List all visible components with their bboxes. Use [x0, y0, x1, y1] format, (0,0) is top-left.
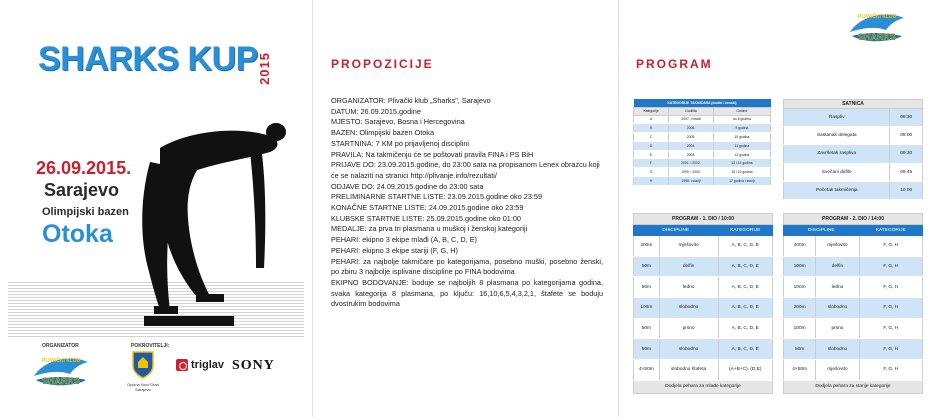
table-row [634, 318, 773, 339]
table-cell: Početak takmičenja [784, 181, 890, 199]
column-header: DISCIPLINE [784, 225, 860, 236]
prop-line: PRIJAVE DO: 23.09.2015.godine, do 23:00 sata na propisanom Lenex obrazcu koji će se nalaziti na stranici http://plivanje.info/rezultati/ [331, 160, 600, 180]
event-date: 26.09.2015. [36, 158, 132, 178]
program-heading: PROGRAM [636, 57, 713, 71]
table-cell: 100m [784, 318, 816, 339]
prop-line: PRAVILA: Na takmičenju će se poštovati pravila FINA i PS BiH [331, 149, 534, 159]
kategorije-table [633, 99, 771, 186]
table-cell: F, G, H [859, 298, 922, 319]
table-cell: mješovito [816, 236, 859, 257]
svg-text:SHARKS: SHARKS [857, 32, 897, 42]
table-cell: 200m [634, 236, 660, 257]
table-cell: Sastanak delegata [784, 127, 890, 145]
table-cell: 2001. i 2002. [669, 159, 714, 168]
table-row [634, 298, 773, 319]
table-cell: 1998. i stariji [669, 177, 714, 186]
table-cell: 10:00 [890, 181, 923, 199]
table-cell: 4×50m [784, 360, 816, 381]
table-cell: B [634, 124, 669, 133]
prop-line: ODJAVE DO: 24.09.2015.godine do 23:00 sata [331, 181, 484, 191]
table-cell: F, G, H [859, 277, 922, 298]
column-header: DISCIPLINE [634, 225, 719, 236]
column-header: Godine [713, 107, 770, 115]
prop-line: KLUBSKE STARTNE LISTE: 25.09.2015.godine oko 01:00 [331, 213, 521, 223]
table-row [634, 360, 773, 381]
table-row [634, 115, 771, 124]
table-cell: 400m [784, 236, 816, 257]
prop-line: PEHARI: za najbolje takmičare po kategorijama, posebno muški, posebno ženski, po zbiru 3 najbolje isplivane discipline po FINA bodovima [331, 256, 603, 277]
table-row [634, 177, 771, 186]
table-cell: 09:30 [890, 145, 923, 163]
prop-line: MJESTO: Sarajevo, Bosna i Hercegovina [331, 117, 465, 127]
table-cell: 15 i 16 godina [713, 168, 770, 177]
table-cell: 17 godina i stariji [713, 177, 770, 186]
table-cell: C [634, 133, 669, 142]
event-title: SHARKS KUP [38, 40, 258, 78]
table-cell: A, B, C, D, E [718, 277, 772, 298]
triglav-wordmark: triglav [191, 359, 225, 371]
table-row [634, 277, 773, 298]
sony-logo: SONY [232, 358, 275, 373]
table-cell: leđno [816, 277, 859, 298]
table-row [784, 318, 923, 339]
table-cell: F [634, 159, 669, 168]
table-cell: 9 godina [713, 124, 770, 133]
column-header: Godišta [669, 107, 714, 115]
table-row [784, 163, 923, 181]
table-row [634, 150, 771, 159]
svg-text:PLIVAČKI KLUB: PLIVAČKI KLUB [41, 358, 81, 364]
table-cell: 09:45 [890, 163, 923, 181]
program-part2-table [783, 213, 923, 394]
table-cell: Raspliv [784, 109, 890, 127]
table-cell: F, G, H [859, 256, 922, 277]
municipality-name: Općina Novi Grad Sarajevo [127, 382, 159, 392]
table-cell: 2005. [669, 133, 714, 142]
table-cell: 10 godina [713, 133, 770, 142]
table-cell: F, G, H [859, 360, 922, 381]
table-row [784, 127, 923, 145]
table-cell: A, B, C, D, E [718, 256, 772, 277]
table-cell: leđno [659, 277, 718, 298]
table-cell: A [634, 115, 669, 124]
table-cell: delfin [659, 256, 718, 277]
table-cell: 50m [634, 339, 660, 360]
program-part2-title: PROGRAM - 2. DIO / 14:00 [784, 214, 923, 225]
table-cell: D [634, 141, 669, 150]
table-cell: do 8 godina [713, 115, 770, 124]
table-cell: F, G, H [859, 236, 922, 257]
table-cell: G [634, 168, 669, 177]
table-cell: F, G, H [859, 339, 922, 360]
table-cell: slobodno štafeta [659, 360, 718, 381]
table-cell: H [634, 177, 669, 186]
table-cell: 100m [784, 256, 816, 277]
cover-panel [0, 0, 312, 417]
table-cell: (A+B+C), (D,E) [718, 360, 772, 381]
prop-line: ORGANIZATOR: Plivački klub „Sharks", Sarajevo [331, 96, 491, 105]
table-row [634, 124, 771, 133]
swimmer-illustration [130, 118, 302, 330]
organizer-label: ORGANIZATOR [42, 343, 79, 349]
table-row [634, 236, 773, 257]
program-part1-footer: Dodjela pehara za mlađe kategorije [634, 380, 773, 393]
table-cell: 100m [784, 277, 816, 298]
table-cell: A, B, C, D, E [718, 298, 772, 319]
table-row [634, 256, 773, 277]
municipality-crest [131, 350, 155, 380]
table-row [634, 141, 771, 150]
event-year: 2015 [257, 52, 272, 85]
table-cell: Svečani defile [784, 163, 890, 181]
satnica-title: SATNICA [784, 100, 923, 109]
column-header: KATEGORIJE [718, 225, 772, 236]
table-cell: 50m [784, 339, 816, 360]
prop-line: DATUM: 26.09.2015.godine [331, 106, 421, 116]
event-venue-name: Otoka [42, 220, 113, 248]
table-cell: 2007. i mlađi [669, 115, 714, 124]
table-row [784, 236, 923, 257]
table-row [784, 277, 923, 298]
prop-line: PRELIMINARNE STARTNE LISTE: 23.09.2015.godine oko 23:59 [331, 192, 543, 202]
prop-line: STARTNINA: 7 KM po prijavljenoj disciplini [331, 138, 470, 148]
table-cell: 50m [634, 318, 660, 339]
table-row [634, 339, 773, 360]
table-cell: E [634, 150, 669, 159]
table-cell: 12 godina [713, 150, 770, 159]
column-header: Kategorije [634, 107, 669, 115]
table-row [784, 298, 923, 319]
sponsors-label: POKROVITELJI: [131, 343, 170, 349]
table-cell: Završetak raspliva [784, 145, 890, 163]
table-cell: A, B, C, D, E [718, 236, 772, 257]
table-cell: 13 i 14 godina [713, 159, 770, 168]
table-row [634, 133, 771, 142]
table-cell: 200m [784, 298, 816, 319]
event-venue-line: Olimpijski bazen [42, 206, 129, 218]
program-part2-footer: Dodjela pehara za starije kategorije [784, 380, 923, 393]
prop-line: EKIPNO BODOVANJE: boduje se najboljih 8 plasmana po kategorijama godina, svaka kategorija 8 plasmana, po ključu: 16,10,6,5,4,3,2,1, štafete se boduju dvostrukim bodovima [331, 277, 603, 309]
svg-text:SHARKS: SHARKS [41, 376, 81, 386]
table-cell: F, G, H [859, 318, 922, 339]
kategorije-title: KATEGORIJE TAKMIČARA (muški i ženski) [634, 99, 771, 107]
table-cell: mješovito [659, 236, 718, 257]
prop-line: PEHARI: ekipno 3 ekipe mlađi (A, B, C, D, E) [331, 235, 477, 245]
table-row [784, 256, 923, 277]
table-cell: 50m [634, 256, 660, 277]
table-cell: A, B, C, D, E [718, 339, 772, 360]
triglav-logo [176, 359, 224, 371]
table-cell: slobodno [816, 298, 859, 319]
table-cell: 11 godina [713, 141, 770, 150]
table-row [784, 181, 923, 199]
table-cell: 1999. i 2000. [669, 168, 714, 177]
svg-text:PLIVAČKI KLUB: PLIVAČKI KLUB [857, 14, 897, 20]
table-row [634, 159, 771, 168]
table-row [784, 339, 923, 360]
table-cell: 09:00 [890, 127, 923, 145]
table-row [784, 109, 923, 127]
propozicije-list [331, 96, 603, 310]
table-cell: slobodno [659, 298, 718, 319]
table-cell: 2004. [669, 141, 714, 150]
table-cell: mješovito [816, 360, 859, 381]
table-cell: delfin [816, 256, 859, 277]
table-cell: 2006. [669, 124, 714, 133]
sharks-club-logo [30, 350, 92, 392]
table-row [784, 145, 923, 163]
program-panel [618, 0, 938, 417]
table-cell: prsno [816, 318, 859, 339]
table-cell: 08:30 [890, 109, 923, 127]
propozicije-panel [312, 0, 618, 417]
column-header: KATEGORIJE [859, 225, 922, 236]
table-cell: 50m [634, 277, 660, 298]
table-cell: 100m [634, 298, 660, 319]
table-cell: 4×50m [634, 360, 660, 381]
propozicije-heading: PROPOZICIJE [331, 57, 434, 71]
event-city: Sarajevo [44, 180, 120, 200]
table-cell: 2003. [669, 150, 714, 159]
table-row [634, 168, 771, 177]
program-part1-table [633, 213, 773, 394]
table-cell: A, B, C, D, E [718, 318, 772, 339]
sharks-club-logo-top [846, 6, 908, 48]
table-cell: slobodno [816, 339, 859, 360]
program-part1-title: PROGRAM - 1. DIO / 10:00 [634, 214, 773, 225]
prop-line: PEHARI: ekipno 3 ekipe stariji (F, G, H) [331, 245, 458, 255]
prop-line: KONAČNE STARTNE LISTE: 24.09.2015.godine oko 23:59 [331, 203, 524, 213]
triglav-icon [176, 359, 188, 371]
table-cell: prsno [659, 318, 718, 339]
prop-line: BAZEN: Olimpijski bazen Otoka [331, 128, 435, 138]
satnica-table [783, 99, 923, 200]
table-row [784, 360, 923, 381]
prop-line: MEDALJE: za prva tri plasmana u muškoj i ženskoj kategoriji [331, 224, 528, 234]
table-cell: slobodno [659, 339, 718, 360]
